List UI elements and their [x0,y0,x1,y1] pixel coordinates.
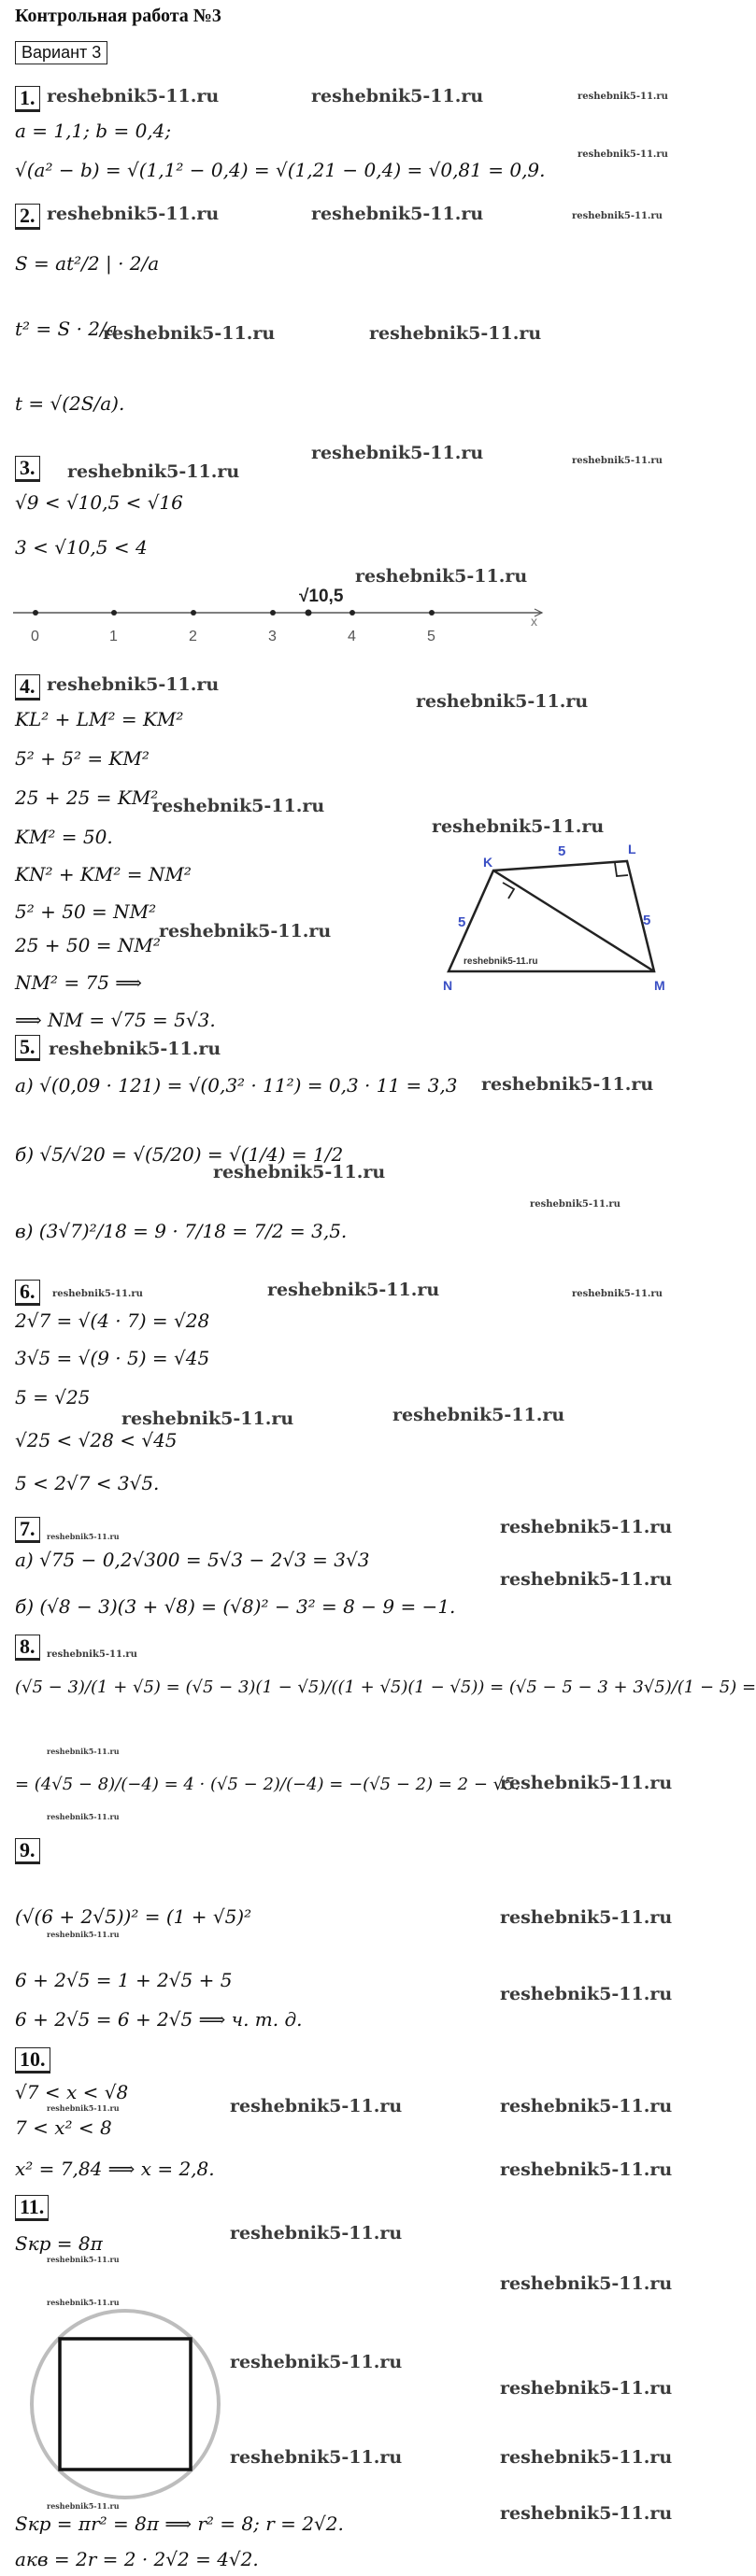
task-number-4: 4. [15,674,40,701]
formula-line: 6 + 2√5 = 6 + 2√5 ⟹ ч. т. д. [15,2008,303,2031]
vertex-l: L [628,842,636,856]
formula-line: 5 < 2√7 < 3√5. [15,1472,160,1494]
formula-line: (√(6 + 2√5))² = (1 + √5)² [15,1905,252,1928]
watermark: reshebnik5-11.ru [481,1074,654,1095]
formula-line: а) √75 − 0,2√300 = 5√3 − 2√3 = 3√3 [15,1549,370,1571]
watermark: reshebnik5-11.ru [500,1569,673,1590]
variant-label: Вариант 3 [15,41,107,64]
watermark: reshebnik5-11.ru [230,2352,403,2372]
watermark: reshebnik5-11.ru [500,2378,673,2399]
circle-square-figure [28,2307,224,2503]
formula-line: 5 = √25 [15,1386,91,1408]
formula-line: Sкр = 8π [15,2232,103,2255]
watermark: reshebnik5-11.ru [530,1199,620,1210]
formula-line: t = √(2S/a). [15,392,125,415]
task-number-6: 6. [15,1280,40,1306]
axis-x-label: x [531,614,537,629]
inscribed-square [60,2339,191,2470]
formula-line: 5² + 50 = NM² [15,900,157,923]
formula-line: t² = S · 2/a [15,318,118,340]
watermark: reshebnik5-11.ru [47,1930,120,1939]
formula-line: √7 < x < √8 [15,2081,129,2103]
tick-label: 3 [268,629,277,644]
side-lm-label: 5 [643,913,651,928]
formula-line: Sкр = πr² = 8π ⟹ r² = 8; r = 2√2. [15,2512,344,2535]
formula-line: 3 < √10,5 < 4 [15,536,148,559]
formula-line: S = at²/2 | · 2/a [15,252,160,275]
formula-line: 5² + 5² = KM² [15,747,150,770]
formula-line: 2√7 = √(4 · 7) = √28 [15,1309,210,1332]
watermark: reshebnik5-11.ru [47,2298,120,2307]
task-number-8: 8. [15,1635,40,1661]
watermark: reshebnik5-11.ru [500,2273,673,2294]
watermark: reshebnik5-11.ru [230,2223,403,2243]
watermark: reshebnik5-11.ru [500,2096,673,2116]
watermark: reshebnik5-11.ru [267,1280,440,1300]
formula-line: √(a² − b) = √(1,1² − 0,4) = √(1,21 − 0,4) = √0,81 = 0,9. [15,159,546,181]
watermark: reshebnik5-11.ru [47,674,220,695]
point-sqrt-10-5 [306,610,312,616]
watermark: reshebnik5-11.ru [392,1405,565,1425]
watermark: reshebnik5-11.ru [500,1984,673,2004]
watermark: reshebnik5-11.ru [572,456,663,466]
task-number-11: 11. [15,2195,49,2221]
watermark: reshebnik5-11.ru [500,1517,673,1537]
formula-line: KL² + LM² = KM² [15,708,184,730]
vertex-n: N [443,978,453,993]
task-number-2: 2. [15,204,40,230]
tick-label: 1 [109,629,118,644]
right-angle-l [615,863,628,876]
watermark: reshebnik5-11.ru [416,691,589,712]
tick-label: 2 [189,629,197,644]
tick-point [349,610,355,616]
formula-line: (√5 − 3)/(1 + √5) = (√5 − 3)(1 − √5)/((1 + √5)(1 − √5)) = (√5 − 5 − 3 + 3√5)/(1 − 5) = [15,1677,756,1697]
formula-line: NM² = 75 ⟹ [15,971,142,994]
formula-line: в) (3√7)²/18 = 9 · 7/18 = 7/2 = 3,5. [15,1220,348,1242]
task-number-3: 3. [15,456,40,482]
watermark: reshebnik5-11.ru [67,461,240,482]
formula-line: 6 + 2√5 = 1 + 2√5 + 5 [15,1969,233,1991]
tick-point [429,610,435,616]
formula-line: √9 < √10,5 < √16 [15,491,183,514]
formula-line: б) (√8 − 3)(3 + √8) = (√8)² − 3² = 8 − 9 = −1. [15,1595,456,1618]
formula-line: ⟹ NM = √75 = 5√3. [15,1009,216,1031]
watermark: reshebnik5-11.ru [47,2501,120,2511]
watermark: reshebnik5-11.ru [47,2255,120,2264]
watermark: reshebnik5-11.ru [572,211,663,221]
vertex-k: K [483,855,493,870]
watermark: reshebnik5-11.ru [311,204,484,224]
formula-line: KM² = 50. [15,826,113,848]
tick-label: 5 [427,629,435,644]
watermark: reshebnik5-11.ru [47,1747,120,1756]
watermark: reshebnik5-11.ru [500,1773,673,1793]
formula-line: KN² + KM² = NM² [15,863,192,885]
watermark: reshebnik5-11.ru [311,86,484,106]
watermark: reshebnik5-11.ru [52,1289,143,1299]
formula-line: а) √(0,09 · 121) = √(0,3² · 11²) = 0,3 · 11 = 3,3 [15,1074,458,1097]
watermark: reshebnik5-11.ru [230,2447,403,2468]
watermark: reshebnik5-11.ru [152,796,325,816]
watermark: reshebnik5-11.ru [500,1907,673,1928]
task-number-5: 5. [15,1035,40,1061]
triangle-figure [430,822,678,1009]
formula-line: 25 + 25 = KM² [15,786,159,809]
watermark: reshebnik5-11.ru [47,204,220,224]
formula-line: б) √5/√20 = √(5/20) = √(1/4) = 1/2 [15,1143,344,1166]
watermark: reshebnik5-11.ru [464,956,538,967]
quadrilateral [449,861,654,971]
watermark: reshebnik5-11.ru [572,1289,663,1299]
watermark: reshebnik5-11.ru [500,2503,673,2524]
number-line [0,579,678,644]
tick-label: 4 [348,629,356,644]
tick-label: 0 [31,629,39,644]
formula-line: x² = 7,84 ⟹ x = 2,8. [15,2158,215,2180]
watermark: reshebnik5-11.ru [47,86,220,106]
watermark: reshebnik5-11.ru [230,2096,403,2116]
watermark: reshebnik5-11.ru [432,816,605,837]
tick-point [270,610,276,616]
watermark: reshebnik5-11.ru [500,2447,673,2468]
watermark: reshebnik5-11.ru [213,1162,386,1182]
formula-line: 7 < x² < 8 [15,2116,112,2139]
watermark: reshebnik5-11.ru [47,2103,120,2113]
formula-line: √25 < √28 < √45 [15,1429,178,1451]
task-number-9: 9. [15,1838,40,1864]
watermark: reshebnik5-11.ru [121,1408,294,1429]
right-angle-k [503,883,514,899]
side-kn-label: 5 [458,914,466,930]
watermark: reshebnik5-11.ru [47,1532,120,1541]
point-label: √10,5 [299,587,344,606]
watermark: reshebnik5-11.ru [355,566,528,587]
formula-line: aкв = 2r = 2 · 2√2 = 4√2. [15,2548,259,2570]
watermark: reshebnik5-11.ru [49,1039,221,1059]
watermark: reshebnik5-11.ru [311,443,484,463]
formula-line: 25 + 50 = NM² [15,934,161,956]
page-title: Контрольная работа №3 [15,6,221,26]
watermark: reshebnik5-11.ru [103,323,276,344]
formula-line: a = 1,1; b = 0,4; [15,120,172,142]
tick-point [33,610,38,616]
task-number-10: 10. [15,2047,50,2074]
task-number-1: 1. [15,86,40,112]
tick-point [111,610,117,616]
vertex-m: M [654,978,665,993]
watermark: reshebnik5-11.ru [578,92,668,102]
task-number-7: 7. [15,1517,40,1543]
watermark: reshebnik5-11.ru [500,2159,673,2180]
formula-line: = (4√5 − 8)/(−4) = 4 · (√5 − 2)/(−4) = −(√5 − 2) = 2 − √5. [15,1775,521,1794]
watermark: reshebnik5-11.ru [159,921,332,941]
tick-point [191,610,196,616]
formula-line: 3√5 = √(9 · 5) = √45 [15,1347,210,1369]
watermark: reshebnik5-11.ru [578,149,668,160]
watermark: reshebnik5-11.ru [47,1649,137,1660]
watermark: reshebnik5-11.ru [47,1812,120,1821]
side-kl-label: 5 [558,843,566,859]
watermark: reshebnik5-11.ru [369,323,542,344]
